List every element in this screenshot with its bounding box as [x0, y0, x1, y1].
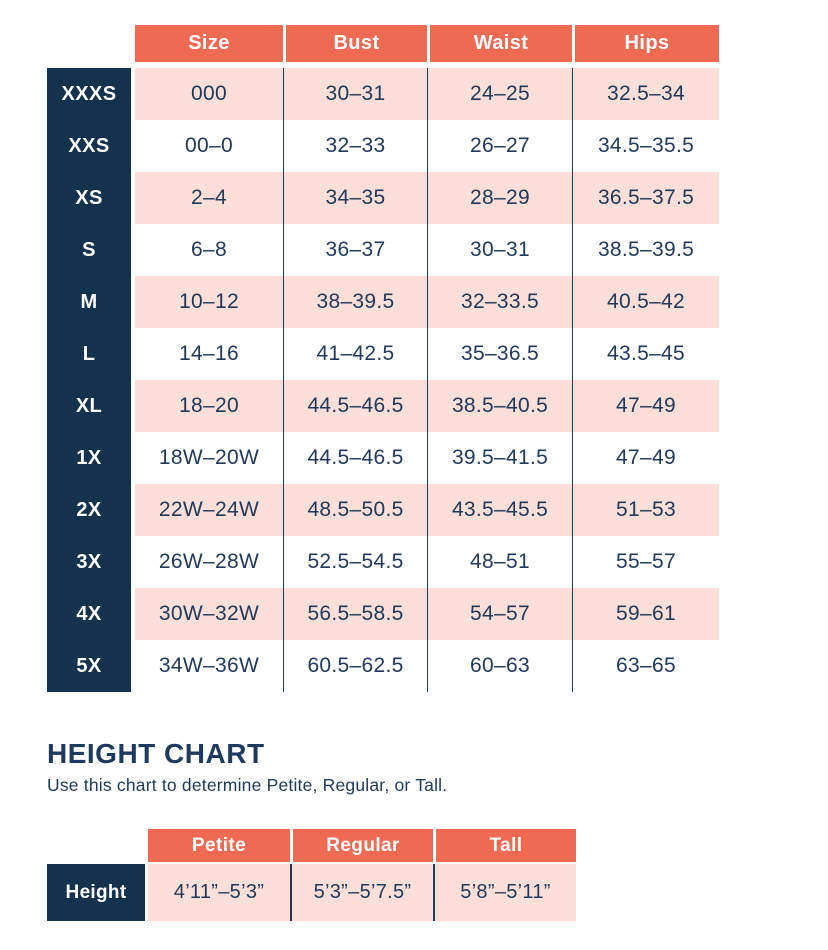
- cell-waist: 32–33.5: [427, 276, 572, 328]
- cell-waist: 30–31: [427, 224, 572, 276]
- cell-waist: 54–57: [427, 588, 572, 640]
- height-chart-section: [47, 738, 576, 921]
- cell-bust: 60.5–62.5: [283, 640, 427, 692]
- size-chart-row-5x: [47, 640, 719, 692]
- height-cell-petite: 4’11”–5’3”: [148, 864, 290, 921]
- cell-hips: 32.5–34: [572, 68, 719, 120]
- cell-hips: 51–53: [572, 484, 719, 536]
- cell-hips: 43.5–45: [572, 328, 719, 380]
- size-chart-row-xs: [47, 172, 719, 224]
- cell-hips: 34.5–35.5: [572, 120, 719, 172]
- cell-hips: 38.5–39.5: [572, 224, 719, 276]
- size-chart-row-xl: [47, 380, 719, 432]
- cell-size: 14–16: [135, 328, 283, 380]
- cell-waist: 43.5–45.5: [427, 484, 572, 536]
- cell-waist: 48–51: [427, 536, 572, 588]
- cell-bust: 52.5–54.5: [283, 536, 427, 588]
- cell-bust: 41–42.5: [283, 328, 427, 380]
- height-chart-header-tall: Tall: [433, 829, 576, 862]
- cell-hips: 40.5–42: [572, 276, 719, 328]
- size-chart-row-s: [47, 224, 719, 276]
- size-chart-table: [47, 25, 719, 692]
- cell-bust: 30–31: [283, 68, 427, 120]
- size-chart-row-xxxs: [47, 68, 719, 120]
- size-chart-row-1x: [47, 432, 719, 484]
- cell-hips: 36.5–37.5: [572, 172, 719, 224]
- cell-hips: 47–49: [572, 380, 719, 432]
- cell-waist: 26–27: [427, 120, 572, 172]
- row-label: 4X: [47, 588, 131, 640]
- height-chart-title: HEIGHT CHART: [47, 738, 265, 769]
- size-chart-header-waist: Waist: [427, 25, 572, 62]
- cell-size: 000: [135, 68, 283, 120]
- cell-hips: 47–49: [572, 432, 719, 484]
- row-label: 5X: [47, 640, 131, 692]
- size-chart-row-xxs: [47, 120, 719, 172]
- cell-bust: 38–39.5: [283, 276, 427, 328]
- cell-size: 34W–36W: [135, 640, 283, 692]
- cell-hips: 55–57: [572, 536, 719, 588]
- size-chart-header-row: [135, 25, 719, 62]
- row-label: XS: [47, 172, 131, 224]
- size-chart-row-3x: [47, 536, 719, 588]
- row-label: XXXS: [47, 68, 131, 120]
- height-chart-row: [47, 864, 576, 921]
- height-chart-subtitle: Use this chart to determine Petite, Regular, or Tall.: [47, 775, 448, 795]
- cell-size: 10–12: [135, 276, 283, 328]
- cell-waist: 35–36.5: [427, 328, 572, 380]
- size-chart-row-l: [47, 328, 719, 380]
- row-label: 1X: [47, 432, 131, 484]
- cell-waist: 60–63: [427, 640, 572, 692]
- cell-size: 30W–32W: [135, 588, 283, 640]
- height-chart-table: [47, 829, 576, 921]
- cell-bust: 44.5–46.5: [283, 380, 427, 432]
- height-cell-tall: 5’8”–5’11”: [433, 864, 576, 921]
- height-row-label: Height: [47, 864, 145, 921]
- height-chart-header-row: [148, 829, 576, 862]
- size-chart-row-2x: [47, 484, 719, 536]
- cell-size: 18W–20W: [135, 432, 283, 484]
- cell-hips: 63–65: [572, 640, 719, 692]
- row-label: XL: [47, 380, 131, 432]
- row-label: XXS: [47, 120, 131, 172]
- size-chart-header-size: Size: [135, 25, 283, 62]
- row-label: 2X: [47, 484, 131, 536]
- size-chart-header-hips: Hips: [572, 25, 719, 62]
- cell-size: 22W–24W: [135, 484, 283, 536]
- cell-size: 6–8: [135, 224, 283, 276]
- cell-bust: 34–35: [283, 172, 427, 224]
- row-label: L: [47, 328, 131, 380]
- cell-hips: 59–61: [572, 588, 719, 640]
- cell-size: 18–20: [135, 380, 283, 432]
- cell-size: 2–4: [135, 172, 283, 224]
- cell-size: 26W–28W: [135, 536, 283, 588]
- height-chart-header-regular: Regular: [290, 829, 433, 862]
- size-chart-body: [47, 68, 719, 692]
- cell-bust: 36–37: [283, 224, 427, 276]
- cell-size: 00–0: [135, 120, 283, 172]
- row-label: S: [47, 224, 131, 276]
- cell-bust: 56.5–58.5: [283, 588, 427, 640]
- size-chart-header-bust: Bust: [283, 25, 427, 62]
- cell-bust: 44.5–46.5: [283, 432, 427, 484]
- height-chart-header-petite: Petite: [148, 829, 290, 862]
- row-label: 3X: [47, 536, 131, 588]
- size-chart-row-4x: [47, 588, 719, 640]
- cell-waist: 24–25: [427, 68, 572, 120]
- height-values: [148, 864, 576, 921]
- cell-bust: 32–33: [283, 120, 427, 172]
- cell-waist: 28–29: [427, 172, 572, 224]
- row-label: M: [47, 276, 131, 328]
- size-chart-row-m: [47, 276, 719, 328]
- height-cell-regular: 5’3”–5’7.5”: [290, 864, 433, 921]
- cell-waist: 39.5–41.5: [427, 432, 572, 484]
- cell-bust: 48.5–50.5: [283, 484, 427, 536]
- cell-waist: 38.5–40.5: [427, 380, 572, 432]
